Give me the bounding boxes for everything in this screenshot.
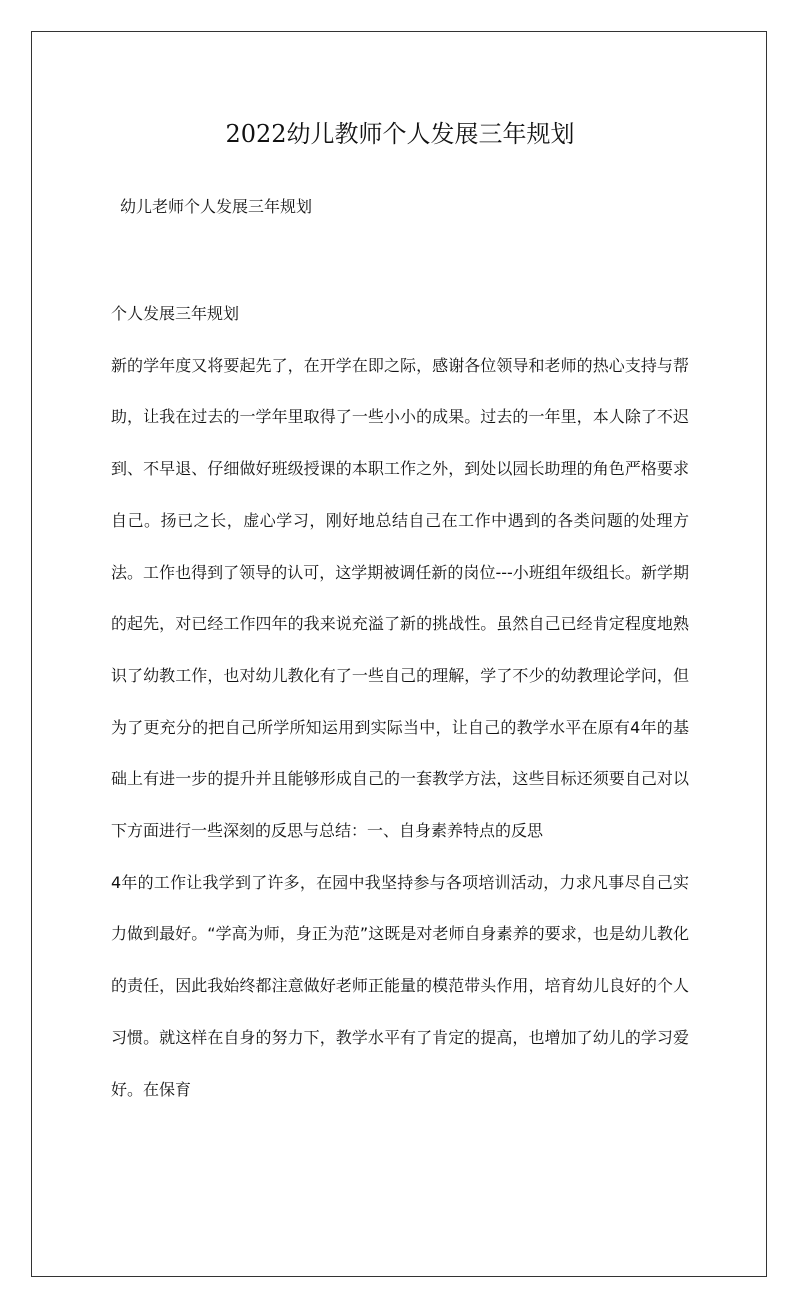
section-heading: 个人发展三年规划: [111, 304, 240, 323]
body-paragraph: 新的学年度又将要起先了，在开学在即之际，感谢各位领导和老师的热心支持与帮助，让我在过去的一学年里取得了一些小小的成果。过去的一年里，本人除了不迟到、不早退、仔细做好班级授课的本职工作之外，到处以园长助理的角色严格要求自己。扬已之长，虚心学习，刚好地总结自己在工作中遇到的各类问题的处理方法。工作也得到了领导的认可，这学期被调任新的岗位---小班组年级组长。新学期的起先，对已经工作四年的我来说充溢了新的挑战性。虽然自己已经肯定程度地熟识了幼教工作，也对幼儿教化有了一些自己的理解，学了不少的幼教理论学问，但为了更充分的把自己所学所知运用到实际当中，让自己的教学水平在原有4年的基础上有进一步的提升并且能够形成自己的一套教学方法，这些目标还须要自己对以下方面进行一些深刻的反思与总结：一、自身素养特点的反思: [111, 355, 689, 841]
body-paragraph: 4年的工作让我学到了许多，在园中我坚持参与各项培训活动，力求凡事尽自己实力做到最好。“学高为师，身正为范”这既是对老师自身素养的要求，也是幼儿教化的责任，因此我始终都注意做好老师正能量的模范带头作用，培育幼儿良好的个人习惯。就这样在自身的努力下，教学水平有了肯定的提高，也增加了幼儿的学习爱好。在保育: [111, 872, 689, 1099]
document-title: 2022幼儿教师个人发展三年规划: [225, 120, 575, 148]
document-body: [111, 288, 689, 1115]
document-subtitle: 幼儿老师个人发展三年规划: [120, 197, 313, 216]
